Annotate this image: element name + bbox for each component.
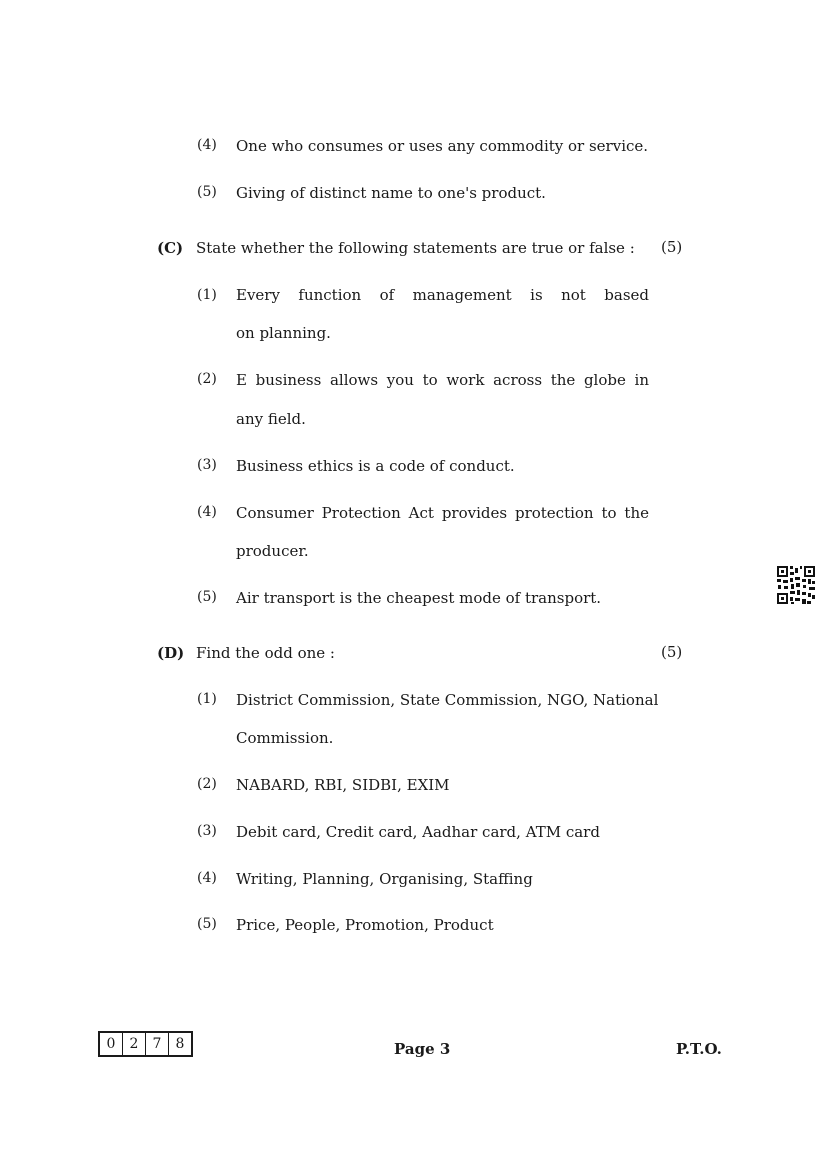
item-number: (2): [197, 371, 217, 387]
paper-code-digit: 2: [123, 1033, 146, 1055]
item-number: (4): [197, 504, 217, 520]
item-text: District Commission, State Commission, NGO, National: [236, 691, 659, 709]
item-text-continued: any field.: [236, 410, 306, 428]
item-text: E business allows you to work across the globe in: [236, 371, 649, 389]
item-text: Writing, Planning, Organising, Staffing: [236, 870, 533, 888]
item-text: Air transport is the cheapest mode of transport.: [236, 589, 602, 607]
item-text: Every function of management is not based: [236, 286, 649, 304]
section-c-label: (C): [157, 239, 184, 257]
item-text-continued: Commission.: [236, 729, 334, 747]
item-number: (3): [197, 457, 217, 473]
paper-code-digit: 7: [146, 1033, 169, 1055]
item-number: (5): [197, 184, 217, 200]
item-number: (5): [197, 916, 217, 932]
item-text: Consumer Protection Act provides protection to the: [236, 504, 649, 522]
item-text: Giving of distinct name to one's product.: [236, 184, 546, 202]
section-d-heading: Find the odd one :: [196, 644, 335, 662]
paper-code: [98, 1031, 193, 1057]
paper-code-digit: 0: [100, 1033, 123, 1055]
section-c-marks: (5): [661, 238, 683, 256]
qr-code-icon: [776, 565, 816, 605]
item-text-continued: producer.: [236, 542, 309, 560]
item-text: NABARD, RBI, SIDBI, EXIM: [236, 776, 450, 794]
section-c-heading: State whether the following statements are true or false :: [196, 239, 635, 257]
item-number: (1): [197, 287, 217, 303]
item-number: (1): [197, 691, 217, 707]
item-text: Business ethics is a code of conduct.: [236, 457, 515, 475]
item-text-continued: on planning.: [236, 324, 331, 342]
pto-label: P.T.O.: [676, 1040, 722, 1058]
item-number: (4): [197, 137, 217, 153]
paper-code-digit: 8: [175, 1036, 185, 1052]
item-number: (5): [197, 589, 217, 605]
item-number: (3): [197, 823, 217, 839]
item-text: Price, People, Promotion, Product: [236, 916, 494, 934]
item-number: (2): [197, 776, 217, 792]
page-number: Page 3: [394, 1040, 451, 1058]
item-text: One who consumes or uses any commodity or service.: [236, 137, 649, 155]
item-number: (4): [197, 870, 217, 886]
item-text: Debit card, Credit card, Aadhar card, ATM card: [236, 823, 600, 841]
section-d-marks: (5): [661, 643, 683, 661]
section-d-label: (D): [157, 644, 185, 662]
